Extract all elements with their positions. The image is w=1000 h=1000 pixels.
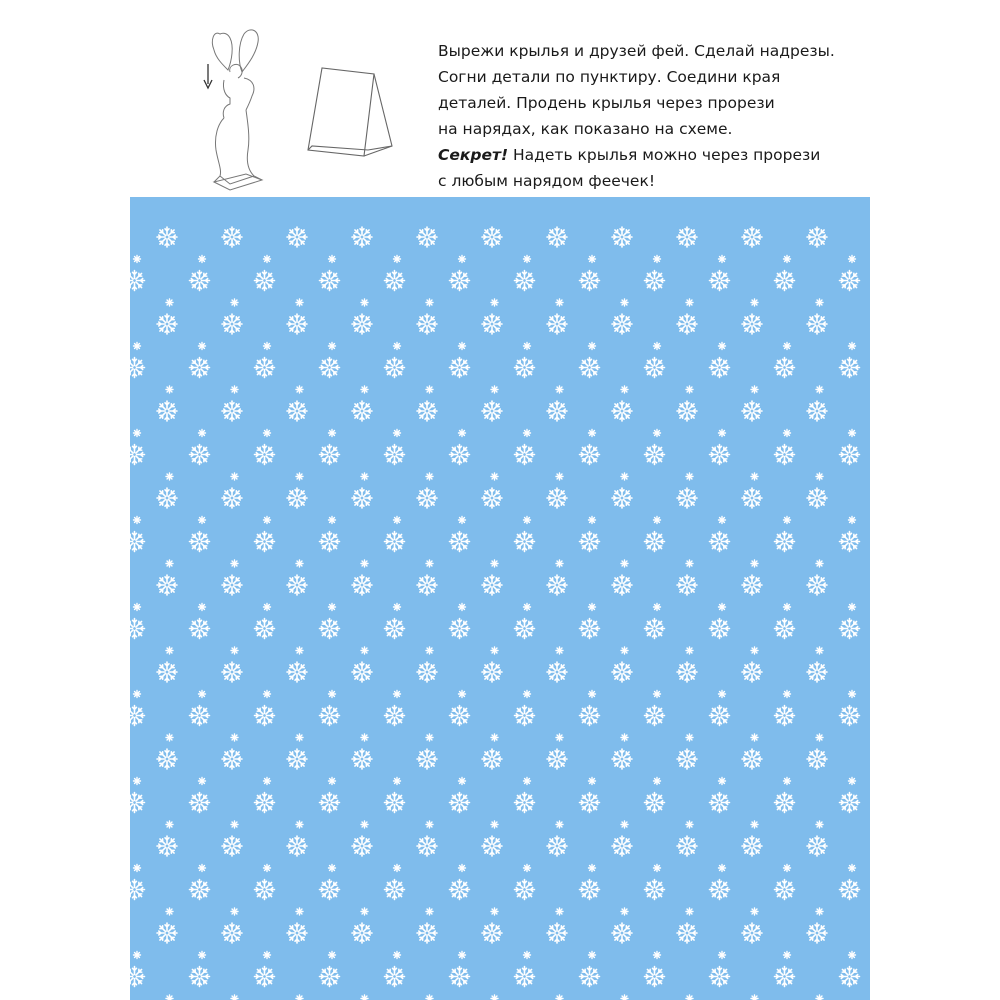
- snowflake-icon: [264, 952, 271, 959]
- instruction-line-5: [438, 142, 858, 168]
- snowflake-icon: [134, 430, 141, 437]
- snowflake-icon: [491, 473, 498, 480]
- snowflake-icon: [556, 734, 563, 741]
- snowflake-icon: [166, 560, 173, 567]
- instructions-text: [438, 38, 858, 194]
- snowflake-icon: [589, 691, 596, 698]
- snowflake-icon: [264, 430, 271, 437]
- snowflake-icon: [231, 821, 238, 828]
- snowflake-icon: [686, 734, 693, 741]
- fairy-figure-icon: [200, 20, 280, 195]
- snowflake-icon: [589, 952, 596, 959]
- snowflake-icon: [329, 430, 336, 437]
- snowflake-icon: [199, 691, 206, 698]
- snowflake-icon: [134, 952, 141, 959]
- snowflake-icon: [394, 256, 401, 263]
- snowflake-icon: [524, 256, 531, 263]
- snowflake-icon: [199, 256, 206, 263]
- snowflake-icon: [621, 821, 628, 828]
- snowflake-icon: [589, 256, 596, 263]
- snowflake-icon: [784, 343, 791, 350]
- snowflake-icon: [231, 560, 238, 567]
- snowflake-icon: [459, 256, 466, 263]
- snowflake-icon: [491, 386, 498, 393]
- snowflake-icon: [264, 691, 271, 698]
- snowflake-icon: [361, 734, 368, 741]
- snowflake-icon: [394, 430, 401, 437]
- snowflake-icon: [719, 256, 726, 263]
- snowflake-icon: [199, 952, 206, 959]
- snowflake-icon: [751, 560, 758, 567]
- snowflake-icon: [426, 908, 433, 915]
- snowflake-icon: [556, 473, 563, 480]
- snowflake-icon: [686, 560, 693, 567]
- snowflake-icon: [199, 430, 206, 437]
- snowflake-icon: [621, 386, 628, 393]
- snowflake-icon: [719, 952, 726, 959]
- snowflake-icon: [621, 734, 628, 741]
- snowflake-icon: [199, 604, 206, 611]
- snowflake-icon: [166, 734, 173, 741]
- snowflake-icon: [816, 647, 823, 654]
- snowflake-icon: [654, 691, 661, 698]
- snowflake-icon: [134, 691, 141, 698]
- snowflake-icon: [589, 430, 596, 437]
- snowflake-icon: [394, 778, 401, 785]
- snowflake-icon: [426, 821, 433, 828]
- snowflake-icon: [849, 778, 856, 785]
- snowflake-icon: [231, 734, 238, 741]
- snowflake-icon: [199, 778, 206, 785]
- snowflake-pattern-panel: [130, 197, 870, 1000]
- snowflake-icon: [784, 604, 791, 611]
- snowflake-icon: [231, 908, 238, 915]
- snowflake-icon: [719, 604, 726, 611]
- snowflake-icon: [166, 473, 173, 480]
- snowflake-icon: [849, 865, 856, 872]
- snowflake-icon: [166, 647, 173, 654]
- snowflake-icon: [849, 256, 856, 263]
- snowflake-icon: [719, 865, 726, 872]
- snowflake-icon: [751, 821, 758, 828]
- snowflake-icon: [426, 299, 433, 306]
- snowflake-icon: [524, 604, 531, 611]
- snowflake-icon: [394, 343, 401, 350]
- snowflake-icon: [751, 386, 758, 393]
- snowflake-icon: [394, 691, 401, 698]
- snowflake-icon: [556, 299, 563, 306]
- snowflake-icon: [654, 256, 661, 263]
- snowflake-icon: [784, 952, 791, 959]
- snowflake-pattern: [130, 197, 870, 1000]
- snowflake-icon: [816, 386, 823, 393]
- snowflake-icon: [751, 908, 758, 915]
- snowflake-icon: [524, 778, 531, 785]
- snowflake-icon: [556, 908, 563, 915]
- snowflake-icon: [524, 430, 531, 437]
- snowflake-icon: [329, 952, 336, 959]
- snowflake-icon: [654, 430, 661, 437]
- snowflake-icon: [816, 734, 823, 741]
- snowflake-icon: [654, 865, 661, 872]
- snowflake-icon: [199, 865, 206, 872]
- snowflake-icon: [491, 734, 498, 741]
- snowflake-icon: [459, 343, 466, 350]
- fairy-figure-diagram: [200, 20, 280, 195]
- snowflake-icon: [296, 734, 303, 741]
- snowflake-icon: [361, 647, 368, 654]
- snowflake-icon: [849, 604, 856, 611]
- snowflake-icon: [849, 430, 856, 437]
- snowflake-icon: [621, 647, 628, 654]
- snowflake-icon: [556, 821, 563, 828]
- snowflake-icon: [816, 821, 823, 828]
- snowflake-icon: [491, 560, 498, 567]
- instruction-line-2: Согни детали по пунктиру. Соедини края: [438, 68, 781, 86]
- snowflake-icon: [296, 299, 303, 306]
- snowflake-icon: [361, 560, 368, 567]
- snowflake-icon: [134, 604, 141, 611]
- snowflake-icon: [589, 604, 596, 611]
- snowflake-icon: [784, 256, 791, 263]
- snowflake-icon: [719, 778, 726, 785]
- snowflake-icon: [784, 778, 791, 785]
- snowflake-icon: [296, 560, 303, 567]
- snowflake-icon: [426, 647, 433, 654]
- snowflake-icon: [491, 299, 498, 306]
- snowflake-icon: [231, 299, 238, 306]
- snowflake-icon: [719, 517, 726, 524]
- snowflake-icon: [621, 299, 628, 306]
- snowflake-icon: [134, 517, 141, 524]
- snowflake-icon: [524, 865, 531, 872]
- instruction-line-3: деталей. Продень крылья через прорези: [438, 94, 775, 112]
- snowflake-icon: [686, 821, 693, 828]
- snowflake-icon: [654, 952, 661, 959]
- snowflake-icon: [556, 386, 563, 393]
- snowflake-icon: [491, 821, 498, 828]
- snowflake-icon: [166, 821, 173, 828]
- snowflake-icon: [134, 778, 141, 785]
- snowflake-icon: [394, 604, 401, 611]
- snowflake-icon: [459, 691, 466, 698]
- snowflake-icon: [134, 865, 141, 872]
- snowflake-icon: [621, 560, 628, 567]
- snowflake-icon: [524, 517, 531, 524]
- snowflake-icon: [849, 517, 856, 524]
- snowflake-icon: [524, 691, 531, 698]
- snowflake-icon: [556, 647, 563, 654]
- snowflake-icon: [459, 778, 466, 785]
- snowflake-icon: [524, 952, 531, 959]
- snowflake-icon: [296, 386, 303, 393]
- snowflake-icon: [166, 908, 173, 915]
- snowflake-icon: [166, 299, 173, 306]
- snowflake-icon: [199, 343, 206, 350]
- snowflake-icon: [621, 908, 628, 915]
- snowflake-icon: [361, 821, 368, 828]
- snowflake-icon: [426, 386, 433, 393]
- snowflake-icon: [719, 691, 726, 698]
- snowflake-icon: [361, 386, 368, 393]
- snowflake-icon: [849, 691, 856, 698]
- snowflake-icon: [816, 473, 823, 480]
- snowflake-icon: [459, 865, 466, 872]
- snowflake-icon: [329, 256, 336, 263]
- snowflake-icon: [459, 430, 466, 437]
- snowflake-icon: [329, 865, 336, 872]
- snowflake-icon: [849, 343, 856, 350]
- snowflake-icon: [621, 473, 628, 480]
- snowflake-icon: [426, 560, 433, 567]
- snowflake-icon: [589, 778, 596, 785]
- snowflake-icon: [751, 299, 758, 306]
- snowflake-icon: [329, 517, 336, 524]
- snowflake-icon: [719, 430, 726, 437]
- snowflake-icon: [459, 952, 466, 959]
- snowflake-icon: [816, 299, 823, 306]
- snowflake-icon: [686, 299, 693, 306]
- snowflake-icon: [296, 473, 303, 480]
- instruction-line-1: Вырежи крылья и друзей фей. Сделай надрезы.: [438, 42, 835, 60]
- snowflake-icon: [329, 604, 336, 611]
- folded-stand-diagram: [300, 62, 400, 162]
- snowflake-icon: [296, 821, 303, 828]
- snowflake-icon: [264, 865, 271, 872]
- snowflake-icon: [849, 952, 856, 959]
- snowflake-icon: [524, 343, 531, 350]
- snowflake-icon: [329, 778, 336, 785]
- snowflake-icon: [654, 343, 661, 350]
- snowflake-icon: [589, 343, 596, 350]
- snowflake-icon: [394, 517, 401, 524]
- snowflake-icon: [719, 343, 726, 350]
- snowflake-icon: [686, 647, 693, 654]
- snowflake-icon: [491, 908, 498, 915]
- snowflake-icon: [784, 430, 791, 437]
- snowflake-icon: [784, 517, 791, 524]
- snowflake-icon: [751, 647, 758, 654]
- down-arrow-icon: [204, 64, 212, 88]
- snowflake-icon: [231, 386, 238, 393]
- snowflake-icon: [361, 299, 368, 306]
- snowflake-icon: [394, 952, 401, 959]
- snowflake-icon: [816, 908, 823, 915]
- snowflake-icon: [784, 691, 791, 698]
- snowflake-icon: [231, 473, 238, 480]
- snowflake-icon: [654, 517, 661, 524]
- snowflake-icon: [264, 256, 271, 263]
- snowflake-icon: [166, 386, 173, 393]
- snowflake-icon: [589, 517, 596, 524]
- snowflake-icon: [296, 647, 303, 654]
- snowflake-icon: [394, 865, 401, 872]
- snowflake-icon: [686, 908, 693, 915]
- snowflake-icon: [816, 560, 823, 567]
- snowflake-icon: [329, 343, 336, 350]
- snowflake-icon: [296, 908, 303, 915]
- snowflake-icon: [134, 256, 141, 263]
- snowflake-icon: [686, 473, 693, 480]
- snowflake-icon: [751, 473, 758, 480]
- snowflake-icon: [264, 604, 271, 611]
- snowflake-icon: [686, 386, 693, 393]
- snowflake-icon: [264, 778, 271, 785]
- instruction-line-6: с любым нарядом феечек!: [438, 172, 656, 190]
- snowflake-icon: [134, 343, 141, 350]
- snowflake-icon: [654, 604, 661, 611]
- snowflake-icon: [329, 691, 336, 698]
- snowflake-icon: [264, 343, 271, 350]
- snowflake-icon: [459, 604, 466, 611]
- snowflake-icon: [426, 734, 433, 741]
- snowflake-icon: [751, 734, 758, 741]
- secret-label: Секрет!: [438, 146, 509, 164]
- snowflake-icon: [459, 517, 466, 524]
- snowflake-icon: [361, 473, 368, 480]
- snowflake-icon: [426, 473, 433, 480]
- instruction-line-5-rest: Надеть крылья можно через прорези: [508, 146, 821, 164]
- snowflake-icon: [654, 778, 661, 785]
- instruction-line-4: на нарядах, как показано на схеме.: [438, 120, 733, 138]
- folded-stand-icon: [300, 62, 400, 162]
- snowflake-icon: [199, 517, 206, 524]
- snowflake-icon: [784, 865, 791, 872]
- snowflake-icon: [589, 865, 596, 872]
- snowflake-icon: [491, 647, 498, 654]
- snowflake-icon: [556, 560, 563, 567]
- snowflake-icon: [231, 647, 238, 654]
- snowflake-icon: [264, 517, 271, 524]
- snowflake-icon: [361, 908, 368, 915]
